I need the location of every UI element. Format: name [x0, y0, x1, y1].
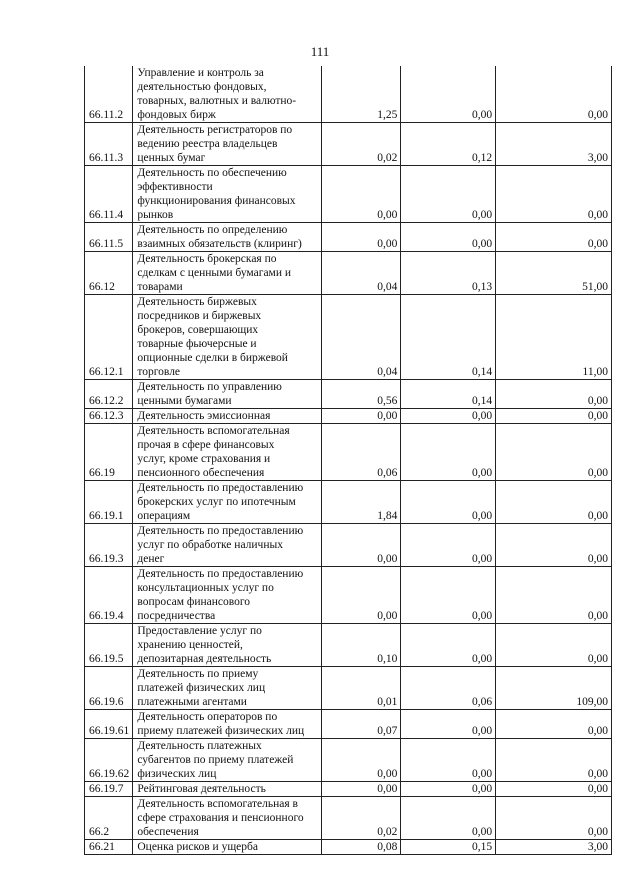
description-line: Деятельность по определению — [137, 224, 288, 236]
value-column-2-cell: 0,00 — [401, 567, 496, 624]
description-line: Деятельность по предоставлению — [137, 568, 304, 580]
description-line: Оценка рисков и ущерба — [137, 841, 258, 853]
value-column-1-cell: 1,84 — [321, 481, 401, 524]
activity-description-cell — [133, 223, 321, 252]
activity-description-cell — [133, 380, 321, 409]
value-column-3-cell: 0,00 — [496, 66, 612, 123]
value-column-1-cell: 0,02 — [321, 797, 401, 840]
table-row — [85, 295, 612, 380]
activity-code-cell: 66.12.1 — [85, 295, 133, 380]
activity-description-cell — [133, 409, 321, 424]
activity-description-cell — [133, 166, 321, 223]
activity-code-cell: 66.11.4 — [85, 166, 133, 223]
description-line: Деятельность брокерская по — [137, 253, 277, 265]
activity-code-cell: 66.12.3 — [85, 409, 133, 424]
value-column-3-cell: 0,00 — [496, 166, 612, 223]
activity-description-cell — [133, 481, 321, 524]
value-column-3-cell: 0,00 — [496, 409, 612, 424]
description-line: приему платежей физических лиц — [137, 725, 305, 737]
value-column-2-cell: 0,06 — [401, 667, 496, 710]
description-line: Деятельность по предоставлению — [137, 482, 304, 494]
value-column-3-cell: 0,00 — [496, 567, 612, 624]
activity-description-cell — [133, 524, 321, 567]
value-column-2-cell: 0,00 — [401, 624, 496, 667]
table-row — [85, 380, 612, 409]
description-line: товарных, валютных и валютно- — [137, 95, 297, 107]
description-line: обеспечения — [137, 826, 199, 838]
description-line: Деятельность по приему — [137, 668, 259, 680]
activity-description-cell — [133, 667, 321, 710]
activity-description-cell — [133, 66, 321, 123]
description-line: брокеров, совершающих — [137, 324, 259, 336]
activity-code-cell: 66.19 — [85, 424, 133, 481]
value-column-1-cell: 0,10 — [321, 624, 401, 667]
value-column-3-cell: 0,00 — [496, 380, 612, 409]
value-column-1-cell: 0,00 — [321, 409, 401, 424]
value-column-1-cell: 0,00 — [321, 524, 401, 567]
activity-code-cell: 66.19.62 — [85, 739, 133, 782]
description-line: сделкам с ценными бумагами и — [137, 267, 292, 279]
value-column-1-cell: 0,08 — [321, 840, 401, 855]
table-body — [85, 66, 612, 855]
table-row — [85, 424, 612, 481]
value-column-3-cell: 3,00 — [496, 123, 612, 166]
value-column-3-cell: 0,00 — [496, 524, 612, 567]
value-column-3-cell: 51,00 — [496, 252, 612, 295]
description-line: Деятельность вспомогательная — [137, 425, 290, 437]
table-row — [85, 710, 612, 739]
value-column-3-cell: 109,00 — [496, 667, 612, 710]
activity-description-cell — [133, 252, 321, 295]
description-line: ценными бумагами — [137, 395, 232, 407]
value-column-2-cell: 0,00 — [401, 481, 496, 524]
activity-table — [84, 66, 612, 855]
activity-description-cell — [133, 710, 321, 739]
description-line: Предоставление услуг по — [137, 625, 262, 637]
value-column-2-cell: 0,00 — [401, 710, 496, 739]
activity-code-cell: 66.19.1 — [85, 481, 133, 524]
value-column-3-cell: 11,00 — [496, 295, 612, 380]
table-row — [85, 223, 612, 252]
value-column-1-cell: 0,00 — [321, 166, 401, 223]
description-line: денег — [137, 553, 165, 565]
value-column-1-cell: 0,06 — [321, 424, 401, 481]
value-column-1-cell: 0,00 — [321, 223, 401, 252]
value-column-1-cell: 0,00 — [321, 739, 401, 782]
description-line: платежей физических лиц — [137, 682, 266, 694]
activity-description-cell — [133, 739, 321, 782]
table-row — [85, 624, 612, 667]
activity-code-cell: 66.19.6 — [85, 667, 133, 710]
activity-code-cell: 66.11.5 — [85, 223, 133, 252]
activity-code-cell: 66.11.3 — [85, 123, 133, 166]
description-line: рынков — [137, 209, 174, 221]
value-column-3-cell: 0,00 — [496, 782, 612, 797]
description-line: брокерских услуг по ипотечным — [137, 496, 296, 508]
table-row — [85, 66, 612, 123]
description-line: Деятельность эмиссионная — [137, 410, 271, 422]
activity-code-cell: 66.2 — [85, 797, 133, 840]
description-line: консультационных услуг по — [137, 582, 274, 594]
description-line: Деятельность вспомогательная в — [137, 798, 298, 810]
value-column-2-cell: 0,00 — [401, 782, 496, 797]
description-line: взаимных обязательств (клиринг) — [137, 238, 302, 250]
table-row — [85, 739, 612, 782]
value-column-1-cell: 0,02 — [321, 123, 401, 166]
value-column-1-cell: 0,07 — [321, 710, 401, 739]
value-column-3-cell: 0,00 — [496, 739, 612, 782]
value-column-2-cell: 0,13 — [401, 252, 496, 295]
description-line: Деятельность операторов по — [137, 711, 278, 723]
description-line: Деятельность регистраторов по — [137, 124, 293, 136]
value-column-3-cell: 0,00 — [496, 624, 612, 667]
value-column-2-cell: 0,00 — [401, 409, 496, 424]
activity-description-cell — [133, 567, 321, 624]
description-line: платежными агентами — [137, 696, 247, 708]
activity-code-cell: 66.19.5 — [85, 624, 133, 667]
activity-code-cell: 66.21 — [85, 840, 133, 855]
value-column-1-cell: 0,00 — [321, 567, 401, 624]
table-row — [85, 252, 612, 295]
activity-code-cell: 66.19.7 — [85, 782, 133, 797]
description-line: функционирования финансовых — [137, 195, 296, 207]
table-row — [85, 166, 612, 223]
activity-description-cell — [133, 840, 321, 855]
description-line: Деятельность по обеспечению — [137, 167, 287, 179]
value-column-1-cell: 0,04 — [321, 295, 401, 380]
description-line: Деятельность платежных — [137, 740, 262, 752]
table-row — [85, 567, 612, 624]
table-row — [85, 409, 612, 424]
description-line: посредников и биржевых — [137, 310, 262, 322]
description-line: услуг по обработке наличных — [137, 539, 283, 551]
description-line: Деятельность по предоставлению — [137, 525, 304, 537]
activity-description-cell — [133, 295, 321, 380]
description-line: Рейтинговая деятельность — [137, 783, 266, 795]
description-line: Управление и контроль за — [137, 67, 264, 79]
description-line: опционные сделки в биржевой — [137, 352, 288, 364]
description-line: ценных бумаг — [137, 152, 206, 164]
description-line: торговле — [137, 366, 181, 378]
value-column-2-cell: 0,00 — [401, 424, 496, 481]
description-line: Деятельность по управлению — [137, 381, 282, 393]
activity-description-cell — [133, 797, 321, 840]
value-column-2-cell: 0,14 — [401, 380, 496, 409]
activity-description-cell — [133, 624, 321, 667]
value-column-2-cell: 0,12 — [401, 123, 496, 166]
value-column-1-cell: 0,01 — [321, 667, 401, 710]
table-row — [85, 782, 612, 797]
description-line: деятельностью фондовых, — [137, 81, 267, 93]
description-line: Деятельность биржевых — [137, 296, 257, 308]
activity-code-cell: 66.11.2 — [85, 66, 133, 123]
description-line: ведению реестра владельцев — [137, 138, 278, 150]
table-row — [85, 123, 612, 166]
activity-description-cell — [133, 782, 321, 797]
description-line: операциям — [137, 510, 191, 522]
value-column-1-cell: 0,04 — [321, 252, 401, 295]
activity-code-cell: 66.19.4 — [85, 567, 133, 624]
description-line: товарные фьючерсные и — [137, 338, 257, 350]
value-column-2-cell: 0,00 — [401, 66, 496, 123]
table-row — [85, 840, 612, 855]
description-line: физических лиц — [137, 768, 217, 780]
value-column-3-cell: 0,00 — [496, 481, 612, 524]
value-column-1-cell: 0,00 — [321, 782, 401, 797]
description-line: прочая в сфере финансовых — [137, 439, 275, 451]
description-line: субагентов по приему платежей — [137, 754, 294, 766]
value-column-2-cell: 0,00 — [401, 739, 496, 782]
description-line: эффективности — [137, 181, 213, 193]
description-line: сфере страхования и пенсионного — [137, 812, 304, 824]
activity-description-cell — [133, 424, 321, 481]
value-column-3-cell: 0,00 — [496, 223, 612, 252]
activity-code-cell: 66.12.2 — [85, 380, 133, 409]
description-line: депозитарная деятельность — [137, 653, 272, 665]
table-row — [85, 481, 612, 524]
activity-description-cell — [133, 123, 321, 166]
value-column-2-cell: 0,00 — [401, 223, 496, 252]
value-column-2-cell: 0,14 — [401, 295, 496, 380]
value-column-3-cell: 3,00 — [496, 840, 612, 855]
value-column-3-cell: 0,00 — [496, 424, 612, 481]
activity-code-cell: 66.19.3 — [85, 524, 133, 567]
description-line: товарами — [137, 281, 183, 293]
value-column-2-cell: 0,15 — [401, 840, 496, 855]
table-row — [85, 524, 612, 567]
value-column-1-cell: 1,25 — [321, 66, 401, 123]
description-line: хранению ценностей, — [137, 639, 243, 651]
description-line: услуг, кроме страхования и — [137, 453, 271, 465]
page-number: 111 — [310, 44, 330, 59]
value-column-1-cell: 0,56 — [321, 380, 401, 409]
activity-code-cell: 66.19.61 — [85, 710, 133, 739]
value-column-2-cell: 0,00 — [401, 166, 496, 223]
activity-code-cell: 66.12 — [85, 252, 133, 295]
value-column-2-cell: 0,00 — [401, 524, 496, 567]
value-column-2-cell: 0,00 — [401, 797, 496, 840]
description-line: пенсионного обеспечения — [137, 467, 265, 479]
description-line: посредничества — [137, 610, 216, 622]
description-line: фондовых бирж — [137, 109, 216, 121]
table-row — [85, 797, 612, 840]
description-line: вопросам финансового — [137, 596, 251, 608]
table-row — [85, 667, 612, 710]
value-column-3-cell: 0,00 — [496, 710, 612, 739]
value-column-3-cell: 0,00 — [496, 797, 612, 840]
